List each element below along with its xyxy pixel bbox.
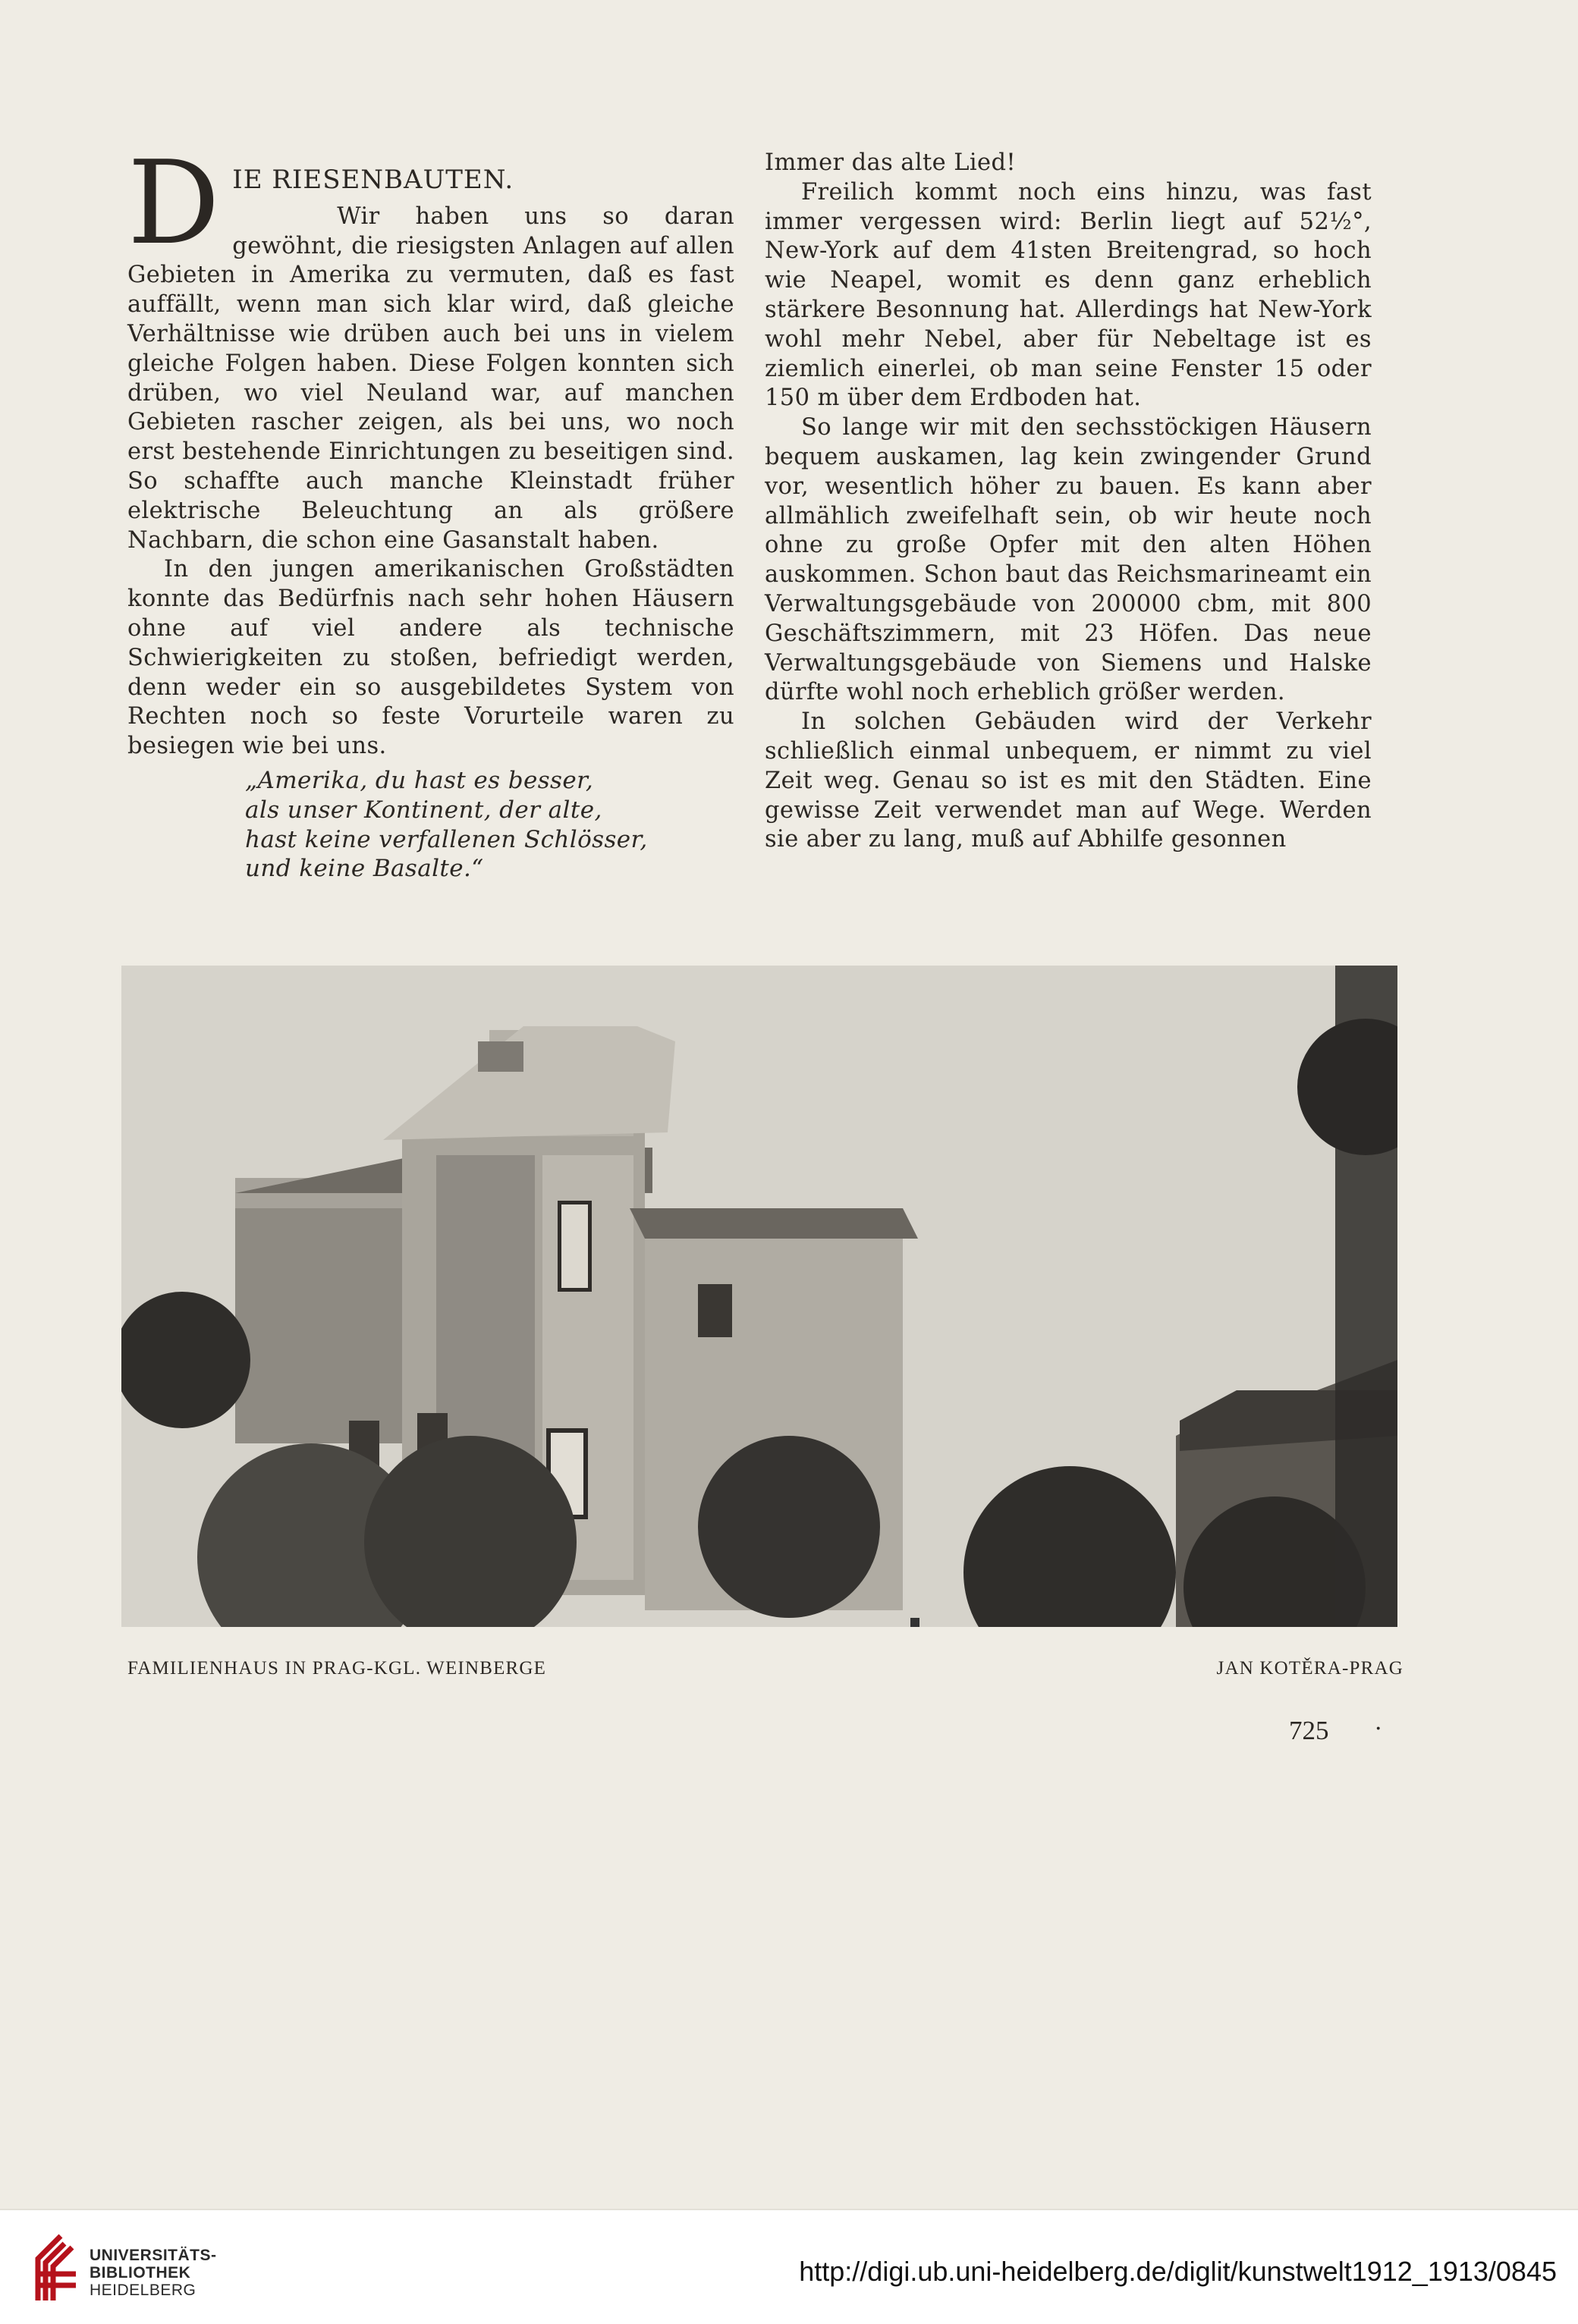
house-photograph <box>121 966 1397 1627</box>
source-url-link[interactable]: http://digi.ub.uni-heidelberg.de/diglit/kunstwelt1912_1913/0845 <box>799 2256 1557 2287</box>
paragraph: So lange wir mit den sechsstöckigen Häusern bequem auskamen, lag kein zwingender Grund vor, wesentlich höher zu bauen. Es kann aber allmählich zweifelhaft sein, ob wir heute noch ohne zu große Opfer mit den alten Höhen auskommen. Schon baut das Reichsmarineamt ein Verwaltungsgebäude von 200000 cbm, mit 800 Geschäftszimmern, mit 23 Höfen. Das neue Verwaltungsgebäude von Siemens und Halske dürfte wohl noch erheblich größer werden. <box>765 414 1372 706</box>
paragraph: Wir haben uns so daran gewöhnt, die riesigsten Anlagen auf allen Gebieten in Amerika zu vermuten, daß es fast auffällt, wenn man sich klar wird, daß gleiche Verhältnisse wie drüben auch bei uns in vielem gleiche Folgen haben. Diese Folgen konnten sich drüben, wo viel Neuland war, auf manchen Gebieten rascher zeigen, als bei uns, wo noch erst bestehende Einrichtungen zu beseitigen sind. So schaffte auch manche Kleinstadt früher elektrische Beleuchtung an als größere Nachbarn, die schon eine Gasanstalt haben. <box>127 203 734 554</box>
paragraph: In den jungen amerikanischen Großstädten konnte das Bedürfnis nach sehr hohen Häusern ohne auf viel andere als technische Schwierigkeiten zu stoßen, befriedigt werden, denn weder ein so ausgebildetes System von Rechten noch so feste Vorurteile waren zu besiegen wie bei uns. <box>127 556 734 760</box>
paragraph: Immer das alte Lied! <box>765 149 1017 176</box>
library-footer <box>0 2209 1578 2324</box>
right-column <box>765 149 1372 855</box>
page-dot: · <box>1375 1716 1382 1742</box>
library-logo-icon <box>30 2228 83 2307</box>
library-name-line: HEIDELBERG <box>90 2282 196 2299</box>
photo-credit: JAN KOTĚRA-PRAG <box>1216 1658 1404 1679</box>
article-headline: IE RIESENBAUTEN. <box>232 165 514 195</box>
library-name-line: UNIVERSITÄTS- <box>90 2247 217 2264</box>
paragraph: In solchen Gebäuden wird der Verkehr schließlich einmal unbequem, er nimmt zu viel Zeit weg. Genau so ist es mit den Städten. Eine gewisse Zeit verwendet man auf Wege. Werden sie aber zu lang, muß auf Abhilfe gesonnen <box>765 708 1372 853</box>
poem-line: und keine Basalte.“ <box>245 855 484 883</box>
page-number: 725 <box>1289 1716 1329 1745</box>
poem-line: „Amerika, du hast es besser, <box>245 766 594 794</box>
library-name <box>90 2247 217 2299</box>
library-name-line: BIBLIOTHEK <box>90 2264 191 2282</box>
poem-line: hast keine verfallenen Schlösser, <box>245 825 648 853</box>
dropcap-letter: D <box>127 136 221 270</box>
left-column <box>127 136 734 884</box>
photo-caption: FAMILIENHAUS IN PRAG-KGL. WEINBERGE <box>127 1658 547 1679</box>
poem-line: als unser Kontinent, der alte, <box>245 796 602 824</box>
paragraph: Freilich kommt noch eins hinzu, was fast immer vergessen wird: Berlin liegt auf 52½°, New-York auf dem 41sten Breitengrad, so hoch wie Neapel, womit es denn ganz erheblich stärkere Besonnung hat. Allerdings hat New-York wohl mehr Nebel, aber für Nebeltage ist es ziemlich einerlei, ob man seine Fenster 15 oder 150 m über dem Erdboden hat. <box>765 178 1372 412</box>
poem-quote <box>245 766 734 884</box>
